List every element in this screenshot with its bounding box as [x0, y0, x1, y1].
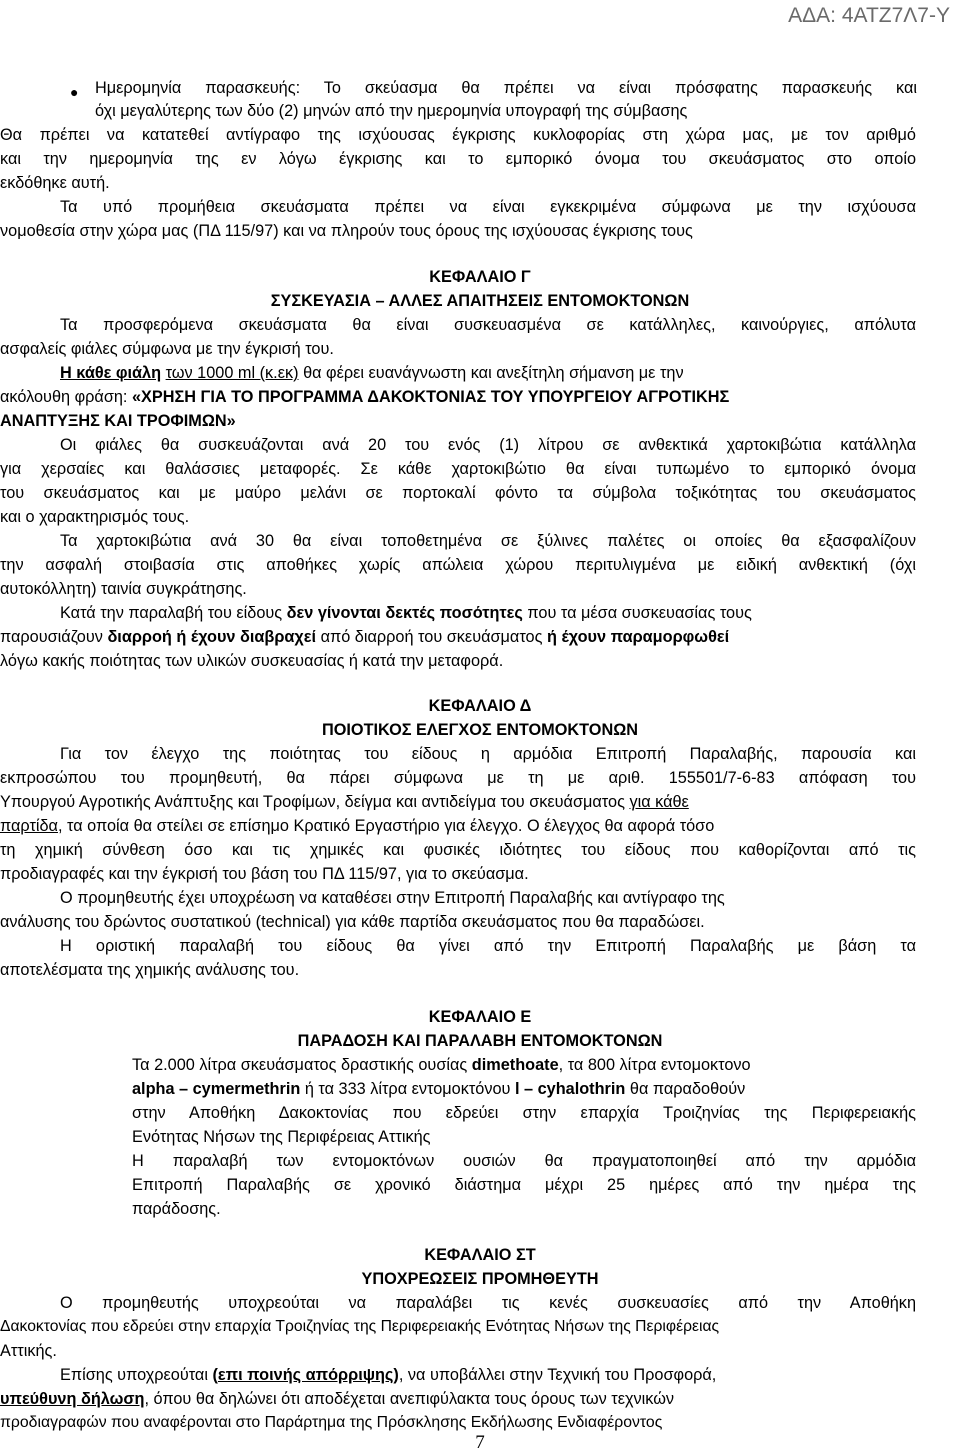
text-line: και την ημερομηνία της εν λόγω έγκρισης και το εμπορικό όνομα του σκευάσματος στο οποίο [0, 150, 916, 168]
text-run: ακόλουθη φράση: [0, 388, 132, 406]
text-line: Η οριστική παραλαβή του είδους θα γίνει από την Επιτροπή Παραλαβής με βάση τα [60, 937, 916, 955]
chapter-subtitle: ΠΟΙΟΤΙΚΟΣ ΕΛΕΓΧΟΣ ΕΝΤΟΜΟΚΤΟΝΩΝ [321, 721, 639, 739]
text-line: Τα προσφερόμενα σκευάσματα θα είναι συσκευασμένα σε κατάλληλες, καινούργιες, απόλυτα [60, 316, 916, 334]
text-line [60, 604, 752, 623]
text-line [132, 1056, 751, 1075]
chapter-subtitle: ΥΠΟΧΡΕΩΣΕΙΣ ΠΡΟΜΗΘΕΥΤΗ [361, 1270, 599, 1288]
text-line: Θα πρέπει να κατατεθεί αντίγραφο της ισχύουσας έγκρισης κυκλοφορίας στη χώρα μας, με τον αριθμό [0, 126, 916, 144]
text-line [132, 1080, 745, 1099]
text-line [60, 1366, 716, 1385]
text-run: ή τα 333 λίτρα εντομοκτόνου [300, 1080, 515, 1098]
text-run: παρουσιάζουν [0, 628, 108, 646]
text-line: Η παραλαβή των εντομοκτόνων ουσιών θα πραγματοποιηθεί από την αρμόδια [132, 1152, 916, 1170]
text-line: του σκευάσματος και με μαύρο μελάνι σε πορτοκαλί φόντο τα σύμβολα τοξικότητας του σκευάσματος [0, 484, 916, 502]
text-line: Δακοκτονίας που εδρεύει στην επαρχία Τροιζηνίας της Περιφερειακής Ενότητας Νήσων της Περιφέρειας [0, 1318, 720, 1335]
text-run: , τα 800 λίτρα εντομοκτονο [558, 1056, 751, 1074]
text-line: Για τον έλεγχο της ποιότητας του είδους η αρμόδια Επιτροπή Παραλαβής, παρουσία και [60, 745, 916, 763]
bold-text: διαρροή ή έχουν διαβραχεί [107, 628, 317, 646]
text-line [0, 793, 689, 812]
text-line: Τα χαρτοκιβώτια ανά 30 θα είναι τοποθετημένα σε ξύλινες παλέτες οι οποίες θα εξασφαλίζουν [60, 532, 916, 550]
text-line: Τα υπό προμήθεια σκευάσματα πρέπει να είναι εγκεκριμένα σύμφωνα με την ισχύουσα [60, 198, 916, 216]
chapter-subtitle: ΣΥΣΚΕΥΑΣΙΑ – ΑΛΛΕΣ ΑΠΑΙΤΗΣΕΙΣ ΕΝΤΟΜΟΚΤΟΝΩΝ [270, 292, 690, 310]
bullet-icon: ● [70, 84, 79, 100]
bold-text: dimethoate [471, 1056, 559, 1074]
text-line [0, 388, 729, 407]
text-line [60, 364, 684, 383]
underlined-text: για κάθε [629, 793, 689, 811]
chapter-subtitle: ΠΑΡΑΔΟΣΗ ΚΑΙ ΠΑΡΑΛΑΒΗ ΕΝΤΟΜΟΚΤΟΝΩΝ [297, 1032, 663, 1050]
text-line: την ασφαλή στοιβασία στις αποθήκες χωρίς απώλεια χώρου περιτυλιγμένα με ειδική ανθεκτική (όχι [0, 556, 916, 574]
text-line: εκδόθηκε αυτή. [0, 174, 110, 192]
chapter-title: ΚΕΦΑΛΑΙΟ Δ [428, 697, 532, 715]
text-run: Υπουργού Αγροτικής Ανάπτυξης και Τροφίμων, δείγμα και αντιδείγμα του σκευάσματος [0, 793, 630, 811]
bold-text: ) [393, 1366, 399, 1384]
underlined-bold-text: Η κάθε φιάλη [60, 364, 162, 382]
text-run: Τα 2.000 λίτρα σκευάσματος δραστικής ουσίας [132, 1056, 472, 1074]
text-line: στην Αποθήκη Δακοκτονίας που εδρεύει στην επαρχία Τροιζηνίας της Περιφερειακής [132, 1104, 916, 1122]
text-line: αποτελέσματα της χημικής ανάλυσης του. [0, 961, 300, 979]
text-line: και ο χαρακτηρισμός τους. [0, 508, 190, 526]
text-line: εκπροσώπου του προμηθευτή, θα πάρει σύμφωνα με τη με αριθ. 155501/7-6-83 απόφαση του [0, 769, 916, 787]
chapter-title: ΚΕΦΑΛΑΙΟ ΣΤ [424, 1246, 536, 1264]
bullet-line: όχι μεγαλύτερης των δύο (2) μηνών από την ημερομηνία υπογραφή της σύμβασης [95, 102, 688, 120]
ada-code: ΑΔΑ: 4ΑΤΖ7Λ7-Υ [788, 4, 950, 27]
bold-text: «ΧΡΗΣΗ ΓΙΑ ΤΟ ΠΡΟΓΡΑΜΜΑ ΔΑΚΟΚΤΟΝΙΑΣ ΤΟΥ ΥΠΟΥΡΓΕΙΟΥ ΑΓΡΟΤΙΚΗΣ [131, 388, 730, 406]
bullet-line: Ημερομηνία παρασκευής: Το σκεύασμα θα πρέπει να είναι πρόσφατης παρασκευής και [95, 79, 917, 97]
text-line: Επιτροπή Παραλαβής σε χρονικό διάστημα μέχρι 25 ημέρες από την ημέρα της [132, 1176, 916, 1194]
text-line [0, 628, 729, 647]
text-line: Ο προμηθευτής υποχρεούται να παραλάβει τις κενές συσκευασίες από την Αποθήκη [60, 1294, 916, 1312]
text-line: ασφαλείς φιάλες σύμφωνα με την έγκρισή του. [0, 340, 334, 358]
text-line: λόγω κακής ποιότητας των υλικών συσκευασίας ή κατά την μεταφορά. [0, 652, 504, 670]
text-run: Επίσης υποχρεούται [60, 1366, 213, 1384]
underlined-text: των 1000 ml (κ.εκ) [165, 364, 299, 382]
text-run: θα παραδοθούν [625, 1080, 746, 1098]
chapter-title: ΚΕΦΑΛΑΙΟ Γ [429, 268, 531, 286]
bold-text: ή έχουν παραμορφωθεί [546, 628, 730, 646]
text-line: ανάλυσης του δρώντος συστατικού (technical) για κάθε παρτίδα σκευάσματος που θα παραδώσει. [0, 913, 705, 931]
text-run: Κατά την παραλαβή του είδους [60, 604, 287, 622]
underlined-bold-text: υπεύθυνη δήλωση [0, 1390, 145, 1408]
text-line: προδιαγραφών που αναφέρονται στο Παράρτημα της Πρόσκλησης Εκδήλωσης Ενδιαφέροντος [0, 1414, 663, 1431]
text-run: από διαρροή του σκευάσματος [316, 628, 547, 646]
bold-text: l – cyhalothrin [514, 1080, 626, 1098]
bold-line: ΑΝΑΠΤΥΞΗΣ ΚΑΙ ΤΡΟΦΙΜΩΝ» [0, 412, 236, 430]
text-line [0, 1390, 674, 1409]
page-number: 7 [475, 1432, 485, 1453]
underlined-bold-text: επι ποινής απόρριψης [217, 1366, 394, 1384]
underlined-text: παρτίδα [0, 817, 58, 835]
bold-text: alpha – cymermethrin [132, 1080, 301, 1098]
text-run: θα φέρει ευανάγνωστη και ανεξίτηλη σήμανση με την [303, 364, 684, 382]
bold-text: ( [212, 1366, 218, 1384]
text-run: , να υποβάλλει στην Τεχνική του Προσφορά, [398, 1366, 717, 1384]
text-line: Οι φιάλες θα συσκευάζονται ανά 20 του ενός (1) λίτρου σε ανθεκτικά χαρτοκιβώτια κατάλληλα [60, 436, 916, 454]
text-line [0, 817, 714, 836]
text-run: , όπου θα δηλώνει ότι αποδέχεται ανεπιφύλακτα τους όρους των τεχνικών [144, 1390, 675, 1408]
text-run: , τα οποία θα στείλει σε επίσημο Κρατικό Εργαστήριο για έλεγχο. Ο έλεγχος θα αφορά τόσο [57, 817, 715, 835]
text-line: παράδοσης. [132, 1200, 221, 1218]
text-line: αυτοκόλλητη) ταινία συγκράτησης. [0, 580, 247, 598]
text-run: που τα μέσα συσκευασίας τους [522, 604, 752, 622]
text-line: Ενότητας Νήσων της Περιφέρειας Αττικής [132, 1128, 431, 1146]
text-line: Ο προμηθευτής έχει υποχρέωση να καταθέσει στην Επιτροπή Παραλαβής και αντίγραφο της [60, 889, 725, 907]
text-line: τη χημική σύνθεση όσο και τις χημικές και φυσικές ιδιότητες του είδους που καθορίζονται από τις [0, 841, 916, 859]
text-line: νομοθεσία στην χώρα μας (ΠΔ 115/97) και να πληρούν τους όρους της ισχύουσας έγκρισης τους [0, 222, 693, 240]
bold-text: δεν γίνονται δεκτές ποσότητες [286, 604, 523, 622]
chapter-title: ΚΕΦΑΛΑΙΟ Ε [428, 1008, 532, 1026]
text-line: για χερσαίες και θαλάσσιες μεταφορές. Σε κάθε χαρτοκιβώτιο θα είναι τυπωμένο το εμπορικό όνομα [0, 460, 916, 478]
text-line: Αττικής. [0, 1342, 57, 1360]
text-line: προδιαγραφές και την έγκρισή του βάση του ΠΔ 115/97, για το σκεύασμα. [0, 865, 529, 883]
